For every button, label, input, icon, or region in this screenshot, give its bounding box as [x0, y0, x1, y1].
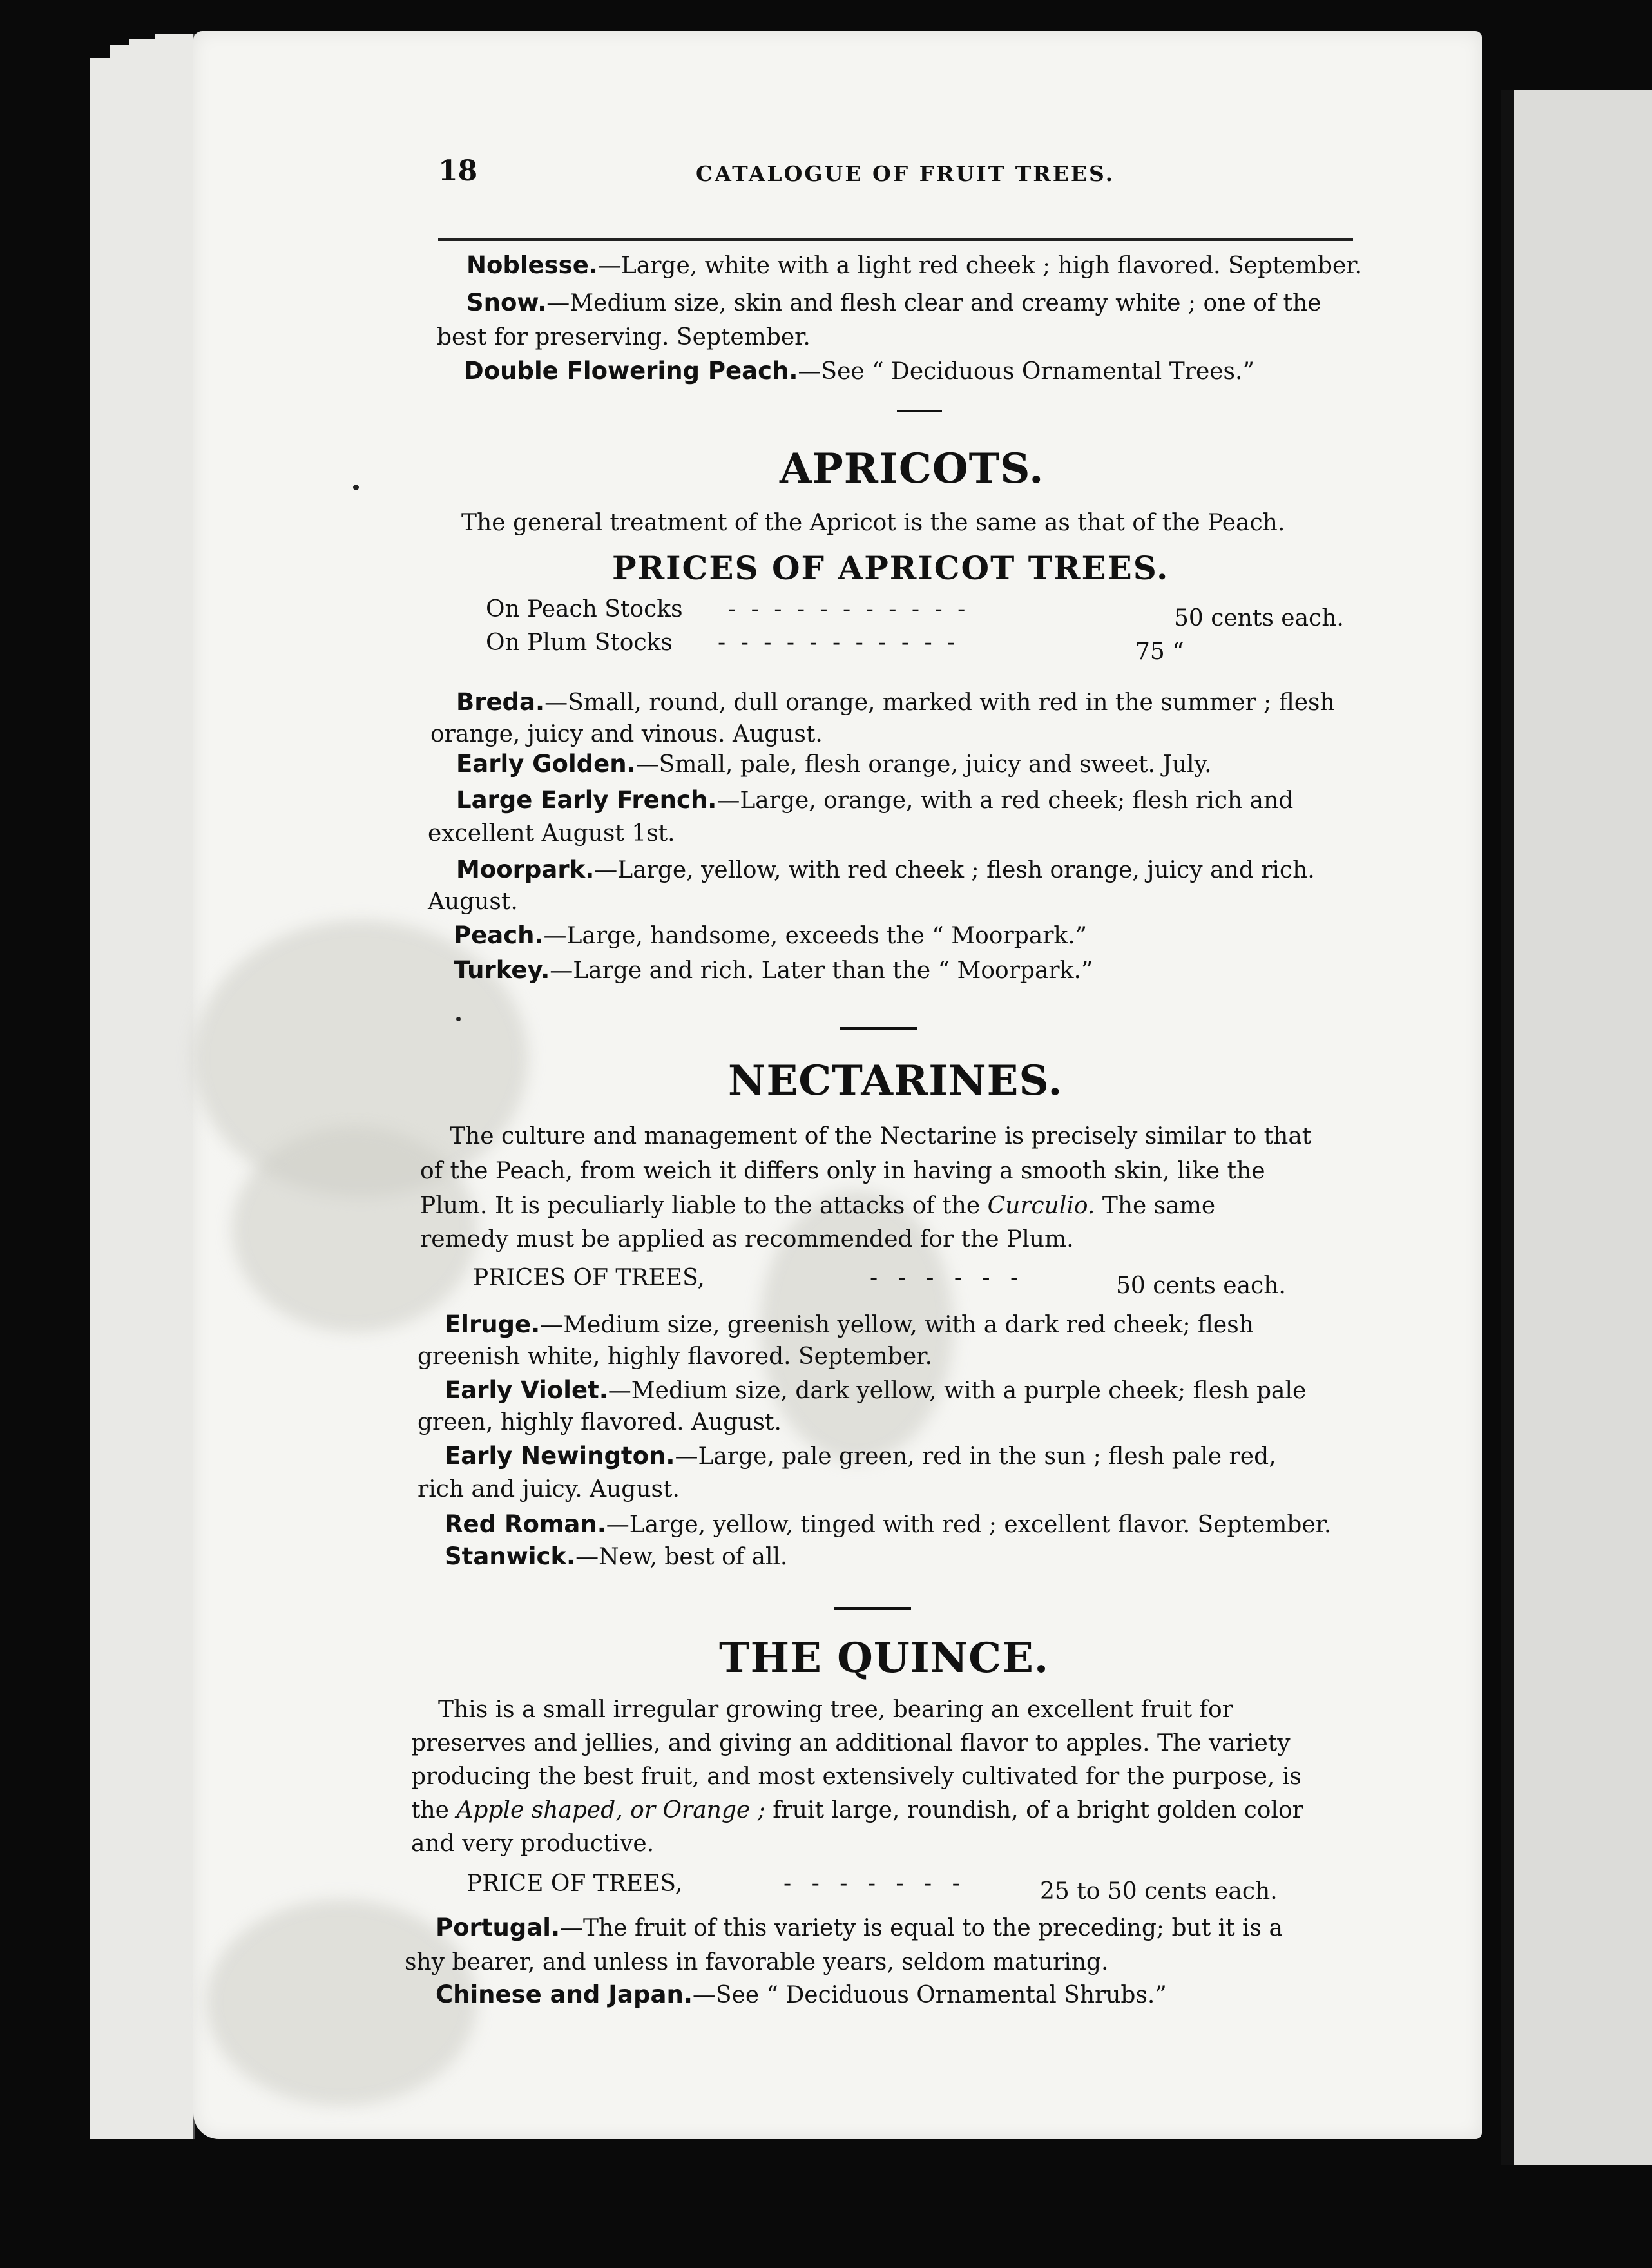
entry-name: Elruge. [445, 1311, 541, 1338]
entry-desc: —See “ Deciduous Ornamental Trees.” [798, 358, 1254, 385]
entry-red-roman [445, 1510, 1331, 1539]
entry-desc: —Large, handsome, exceeds the “ Moorpark.” [543, 923, 1088, 949]
section-rule [897, 410, 942, 412]
entry-early-golden [456, 750, 1212, 779]
entry-continuation: green, highly flavored. August. [418, 1409, 782, 1436]
text-run: The same [1095, 1193, 1216, 1219]
nectarines-intro-line: remedy must be applied as recommended for the Plum. [420, 1226, 1074, 1253]
facing-page-edge [1514, 90, 1652, 2165]
running-title: CATALOGUE OF FRUIT TREES. [696, 161, 1115, 186]
section-title-apricots: APRICOTS. [780, 445, 1044, 493]
price-value: 50 cents each. [1174, 605, 1344, 631]
entry-desc: —Large, pale green, red in the sun ; flesh pale red, [675, 1443, 1276, 1470]
price-leader: - - - - - - - - - - - [718, 629, 959, 656]
nectarines-intro-line [420, 1192, 1215, 1220]
entry-name: Early Golden. [456, 750, 636, 778]
price-value: 25 to 50 cents each. [1040, 1878, 1278, 1905]
entry-breda [456, 688, 1335, 717]
entry-desc: —New, best of all. [575, 1544, 788, 1570]
entry-desc: —Large, yellow, tinged with red ; excellent flavor. September. [606, 1512, 1332, 1538]
entry-continuation: rich and juicy. August. [418, 1476, 680, 1503]
price-label: PRICE OF TREES, [466, 1870, 683, 1897]
entry-name: Early Newington. [445, 1442, 675, 1470]
entry-name: Snow. [466, 289, 547, 316]
nectarines-intro-line: of the Peach, from weich it differs only in having a smooth skin, like the [420, 1158, 1265, 1184]
entry-name: Early Violet. [445, 1376, 608, 1404]
entry-desc: —Small, pale, flesh orange, juicy and sweet. July. [635, 751, 1212, 778]
header-rule [438, 238, 1353, 241]
entry-snow [466, 289, 1321, 318]
entry-name: Stanwick. [445, 1542, 576, 1570]
entry-desc: —See “ Deciduous Ornamental Shrubs.” [692, 1982, 1167, 2008]
quince-intro-line: producing the best fruit, and most extensively cultivated for the purpose, is [411, 1763, 1301, 1790]
entry-early-newington [445, 1442, 1276, 1471]
quince-intro-line: and very productive. [411, 1831, 655, 1857]
price-label: On Plum Stocks [486, 629, 673, 656]
entry-desc: —Large, yellow, with red cheek ; flesh orange, juicy and rich. [594, 857, 1315, 883]
speck [456, 1017, 461, 1021]
entry-desc: —Medium size, dark yellow, with a purple cheek; flesh pale [608, 1378, 1307, 1404]
entry-name: Peach. [454, 921, 544, 949]
entry-desc: —Large, orange, with a red cheek; flesh rich and [716, 787, 1294, 814]
italic-term: Curculio. [987, 1193, 1095, 1219]
entry-continuation: excellent August 1st. [428, 820, 675, 847]
entry-desc: —Small, round, dull orange, marked with red in the summer ; flesh [544, 689, 1335, 716]
entry-name: Double Flowering Peach. [464, 357, 798, 385]
entry-turkey [454, 956, 1093, 985]
text-run: fruit large, roundish, of a bright golden color [765, 1797, 1303, 1823]
entry-chinese-and-japan [436, 1981, 1167, 2010]
entry-desc: —Medium size, skin and flesh clear and creamy white ; one of the [546, 290, 1321, 316]
entry-name: Moorpark. [456, 856, 595, 883]
entry-large-early-french [456, 786, 1293, 815]
entry-name: Noblesse. [466, 251, 598, 279]
quince-intro-line: preserves and jellies, and giving an additional flavor to apples. The variety [411, 1730, 1291, 1756]
entry-elruge [445, 1311, 1254, 1340]
entry-noblesse [466, 251, 1362, 280]
entry-name: Turkey. [454, 956, 550, 984]
entry-desc: —Large and rich. Later than the “ Moorpark.” [550, 957, 1093, 984]
entry-desc: —Medium size, greenish yellow, with a dark red cheek; flesh [540, 1312, 1254, 1338]
entry-early-violet [445, 1376, 1306, 1405]
entry-peach [454, 921, 1087, 950]
price-value: 50 cents each. [1116, 1273, 1286, 1299]
entry-continuation: shy bearer, and unless in favorable years, seldom maturing. [405, 1949, 1109, 1975]
quince-intro-line: This is a small irregular growing tree, bearing an excellent fruit for [438, 1696, 1233, 1723]
entry-continuation: August. [428, 889, 518, 915]
quince-intro-line [411, 1796, 1303, 1825]
section-rule [840, 1027, 917, 1030]
entry-double-flowering-peach [464, 357, 1254, 386]
price-label: PRICES OF TREES, [473, 1265, 705, 1291]
entry-desc: —The fruit of this variety is equal to the preceding; but it is a [560, 1915, 1283, 1941]
nectarines-intro-line: The culture and management of the Nectarine is precisely similar to that [450, 1123, 1312, 1149]
entry-name: Breda. [456, 688, 545, 716]
price-label: On Peach Stocks [486, 596, 683, 622]
entry-desc: —Large, white with a light red cheek ; high flavored. September. [597, 253, 1362, 279]
section-title-nectarines: NECTARINES. [728, 1057, 1063, 1105]
text-run: Plum. It is peculiarly liable to the attacks of the [420, 1193, 988, 1219]
apricots-intro: The general treatment of the Apricot is the same as that of the Peach. [461, 510, 1285, 536]
section-rule [834, 1607, 911, 1610]
price-leader: - - - - - - - [783, 1870, 966, 1897]
page-header [438, 155, 1359, 200]
price-leader: - - - - - - - - - - - [728, 596, 970, 622]
speck [353, 485, 359, 490]
page-number: 18 [438, 155, 478, 187]
entry-continuation: greenish white, highly flavored. September. [418, 1343, 932, 1370]
entry-name: Chinese and Japan. [436, 1981, 693, 2008]
text-run: the [411, 1797, 457, 1823]
entry-stanwick [445, 1542, 787, 1571]
entry-moorpark [456, 856, 1315, 885]
price-value: 75 “ [1135, 639, 1184, 665]
entry-continuation: orange, juicy and vinous. August. [430, 721, 823, 747]
entry-name: Portugal. [436, 1914, 561, 1941]
apricot-prices-title: PRICES OF APRICOT TREES. [612, 549, 1169, 587]
entry-name: Large Early French. [456, 786, 717, 814]
entry-name: Red Roman. [445, 1510, 606, 1538]
entry-portugal [436, 1914, 1283, 1943]
section-title-quince: THE QUINCE. [719, 1634, 1050, 1682]
italic-term: Apple shaped, or Orange ; [456, 1797, 765, 1823]
entry-continuation: best for preserving. September. [437, 324, 811, 351]
price-leader: - - - - - - [870, 1265, 1025, 1291]
